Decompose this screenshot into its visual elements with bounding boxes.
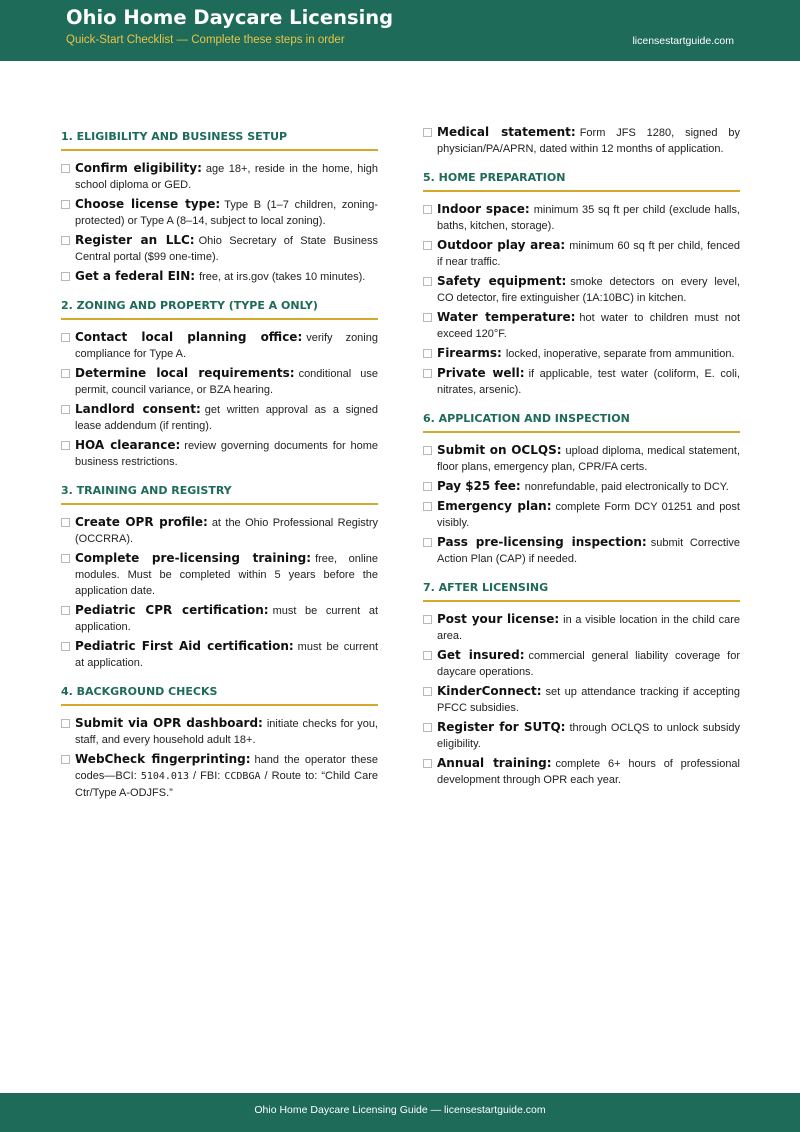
checkbox[interactable]: [423, 687, 432, 696]
footer-text: Ohio Home Daycare Licensing Guide — licensestartguide.com: [254, 1104, 546, 1116]
checklist-item: [61, 329, 378, 362]
item-label: Pediatric First Aid certification:: [75, 639, 294, 653]
item-text: at the Ohio Professional Registry (OCCRRA).: [75, 517, 378, 545]
item-text: upload diploma, medical statement, floor plans, emergency plan, CPR/FA certs.: [437, 445, 740, 473]
item-text: conditional use permit, council variance, or BZA hearing.: [75, 368, 378, 396]
item-label: Post your license:: [437, 612, 560, 626]
checklist-item: [423, 647, 740, 680]
fbi-code: CCDBGA: [224, 771, 261, 782]
section-title: 6. APPLICATION AND INSPECTION: [423, 406, 740, 433]
item-label: Pediatric CPR certification:: [75, 603, 269, 617]
checklist-item: [61, 638, 378, 671]
section-home-preparation: [423, 165, 740, 398]
checkbox[interactable]: [423, 723, 432, 732]
checklist-item: [423, 237, 740, 270]
checkbox[interactable]: [61, 441, 70, 450]
checkbox[interactable]: [423, 538, 432, 547]
checklist-item: [61, 401, 378, 434]
section-application: [423, 406, 740, 567]
section-title: 1. ELIGIBILITY AND BUSINESS SETUP: [61, 124, 378, 151]
checklist-item: [423, 273, 740, 306]
checklist-item: [61, 268, 378, 285]
item-text: locked, inoperative, separate from ammunition.: [505, 348, 735, 360]
checklist-item: [423, 611, 740, 644]
item-text: submit Corrective Action Plan (CAP) if needed.: [437, 537, 741, 565]
item-text: Form JFS 1280, signed by physician/PA/APRN, dated within 12 months of application.: [437, 127, 740, 155]
item-label: Choose license type:: [75, 197, 221, 211]
item-text: hand the operator these codes—BCI:: [75, 754, 379, 782]
checklist-item: [423, 498, 740, 531]
right-column: [423, 124, 740, 796]
checklist-item: [61, 437, 378, 470]
checkbox[interactable]: [423, 128, 432, 137]
item-label: KinderConnect:: [437, 684, 542, 698]
checklist-item: [61, 160, 378, 193]
checkbox[interactable]: [423, 502, 432, 511]
item-text: free, online modules. Must be completed within 5 years before the application date.: [75, 553, 378, 597]
item-label: Pass pre-licensing inspection:: [437, 535, 647, 549]
checklist-item: [423, 442, 740, 475]
checkbox[interactable]: [61, 405, 70, 414]
checklist-item: [423, 534, 740, 567]
item-label: WebCheck fingerprinting:: [75, 752, 251, 766]
checkbox[interactable]: [61, 642, 70, 651]
item-label: Annual training:: [437, 756, 552, 770]
item-label: Contact local planning office:: [75, 330, 303, 344]
item-text: nonrefundable, paid electronically to DCY.: [524, 481, 729, 493]
item-text: complete Form DCY 01251 and post visibly.: [437, 501, 740, 529]
item-text: set up attendance tracking if accepting PFCC subsidies.: [437, 686, 740, 714]
item-text: minimum 60 sq ft per child, fenced if near traffic.: [437, 240, 740, 268]
item-text: get written approval as a signed lease addendum (if renting).: [75, 404, 378, 432]
item-text: smoke detectors on every level, CO detector, fire extinguisher (1A:10BC) in kitchen.: [437, 276, 741, 304]
section-eligibility: [61, 124, 378, 285]
item-label: Determine local requirements:: [75, 366, 295, 380]
item-label: Submit on OCLQS:: [437, 443, 562, 457]
checkbox[interactable]: [423, 759, 432, 768]
checkbox[interactable]: [423, 205, 432, 214]
item-label: Submit via OPR dashboard:: [75, 716, 263, 730]
item-label: Water temperature:: [437, 310, 576, 324]
checkbox[interactable]: [61, 200, 70, 209]
checkbox[interactable]: [61, 333, 70, 342]
checklist-item: [423, 755, 740, 788]
item-label: Outdoor play area:: [437, 238, 566, 252]
item-text: Ohio Secretary of State Business Central portal ($99 one-time).: [75, 235, 378, 263]
checklist-item: [61, 232, 378, 265]
checklist-item: [61, 751, 378, 801]
checklist-item: [423, 201, 740, 234]
checkbox[interactable]: [423, 313, 432, 322]
item-label: Medical statement:: [437, 125, 576, 139]
item-text: / FBI:: [188, 770, 225, 782]
item-label: Register for SUTQ:: [437, 720, 566, 734]
item-text: initiate checks for you, staff, and every household adult 18+.: [75, 718, 378, 746]
item-label: Emergency plan:: [437, 499, 552, 513]
page-footer: [0, 1093, 800, 1132]
section-title: 4. BACKGROUND CHECKS: [61, 679, 378, 706]
item-text: must be current at application.: [75, 605, 378, 633]
item-label: Register an LLC:: [75, 233, 195, 247]
item-label: Create OPR profile:: [75, 515, 208, 529]
checklist-item: [423, 345, 740, 362]
page-header: [0, 0, 800, 61]
checkbox[interactable]: [61, 606, 70, 615]
item-label: Private well:: [437, 366, 525, 380]
item-text: complete 6+ hours of professional development through OPR each year.: [437, 758, 740, 786]
checklist-item: [61, 365, 378, 398]
document-subtitle: Quick-Start Checklist — Complete these steps in order: [66, 34, 345, 46]
item-text: through OCLQS to unlock subsidy eligibility.: [437, 722, 741, 750]
section-after-licensing: [423, 575, 740, 788]
section-background-checks: [61, 679, 378, 801]
header-site-link[interactable]: licensestartguide.com: [632, 35, 734, 47]
item-text: / Route to: “Child Care Ctr/Type A-ODJFS.”: [75, 770, 378, 799]
item-text: free, at irs.gov (takes 10 minutes).: [199, 271, 366, 283]
bci-code: 5104.013: [140, 771, 189, 782]
checkbox[interactable]: [61, 719, 70, 728]
checkbox[interactable]: [61, 518, 70, 527]
checklist-item: [423, 309, 740, 342]
checkbox[interactable]: [423, 349, 432, 358]
item-label: Landlord consent:: [75, 402, 201, 416]
item-label: Confirm eligibility:: [75, 161, 202, 175]
item-label: Get insured:: [437, 648, 525, 662]
checklist-item: [423, 365, 740, 398]
item-label: Firearms:: [437, 346, 502, 360]
item-label: HOA clearance:: [75, 438, 181, 452]
checkbox[interactable]: [423, 482, 432, 491]
checklist-item: [423, 124, 740, 157]
checklist-item: [61, 550, 378, 599]
section-training: [61, 478, 378, 671]
checklist-item: [61, 715, 378, 748]
item-text: minimum 35 sq ft per child (exclude halls, baths, kitchen, storage).: [437, 204, 741, 232]
item-text: Type B (1–7 children, zoning-protected) or Type A (8–14, subject to local zoning).: [75, 199, 378, 227]
checklist-item: [423, 719, 740, 752]
item-text: must be current at application.: [75, 641, 378, 669]
checklist-item: [61, 196, 378, 229]
checkbox[interactable]: [61, 369, 70, 378]
left-column: [61, 124, 378, 809]
checkbox[interactable]: [423, 241, 432, 250]
item-label: Pay $25 fee:: [437, 479, 521, 493]
item-text: review governing documents for home business restrictions.: [75, 440, 379, 468]
checkbox[interactable]: [423, 615, 432, 624]
item-text: in a visible location in the child care area.: [437, 614, 740, 642]
section-title: 3. TRAINING AND REGISTRY: [61, 478, 378, 505]
item-text: commercial general liability coverage for daycare operations.: [437, 650, 740, 678]
item-text: age 18+, reside in the home, high school diploma or GED.: [75, 163, 378, 191]
checklist-item: [423, 683, 740, 716]
section-title: 5. HOME PREPARATION: [423, 165, 740, 192]
checkbox[interactable]: [61, 755, 70, 764]
item-label: Complete pre-licensing training:: [75, 551, 312, 565]
section-title: 2. ZONING AND PROPERTY (TYPE A ONLY): [61, 293, 378, 320]
item-label: Indoor space:: [437, 202, 530, 216]
checkbox[interactable]: [423, 369, 432, 378]
item-label: Safety equipment:: [437, 274, 567, 288]
checklist-item: [61, 514, 378, 547]
checkbox[interactable]: [423, 651, 432, 660]
checkbox[interactable]: [61, 164, 70, 173]
item-label: Get a federal EIN:: [75, 269, 196, 283]
checkbox[interactable]: [423, 446, 432, 455]
checkbox[interactable]: [61, 272, 70, 281]
section-background-checks-continued: [423, 124, 740, 157]
item-text: if applicable, test water (coliform, E. coli, nitrates, arsenic).: [437, 368, 740, 396]
checklist-item: [61, 602, 378, 635]
checkbox[interactable]: [423, 277, 432, 286]
document-title: Ohio Home Daycare Licensing: [66, 6, 394, 29]
checkbox[interactable]: [61, 236, 70, 245]
checkbox[interactable]: [61, 554, 70, 563]
item-text: hot water to children must not exceed 120°F.: [437, 312, 741, 340]
checklist-item: [423, 478, 740, 495]
section-zoning: [61, 293, 378, 470]
section-title: 7. AFTER LICENSING: [423, 575, 740, 602]
item-text: verify zoning compliance for Type A.: [75, 332, 378, 360]
